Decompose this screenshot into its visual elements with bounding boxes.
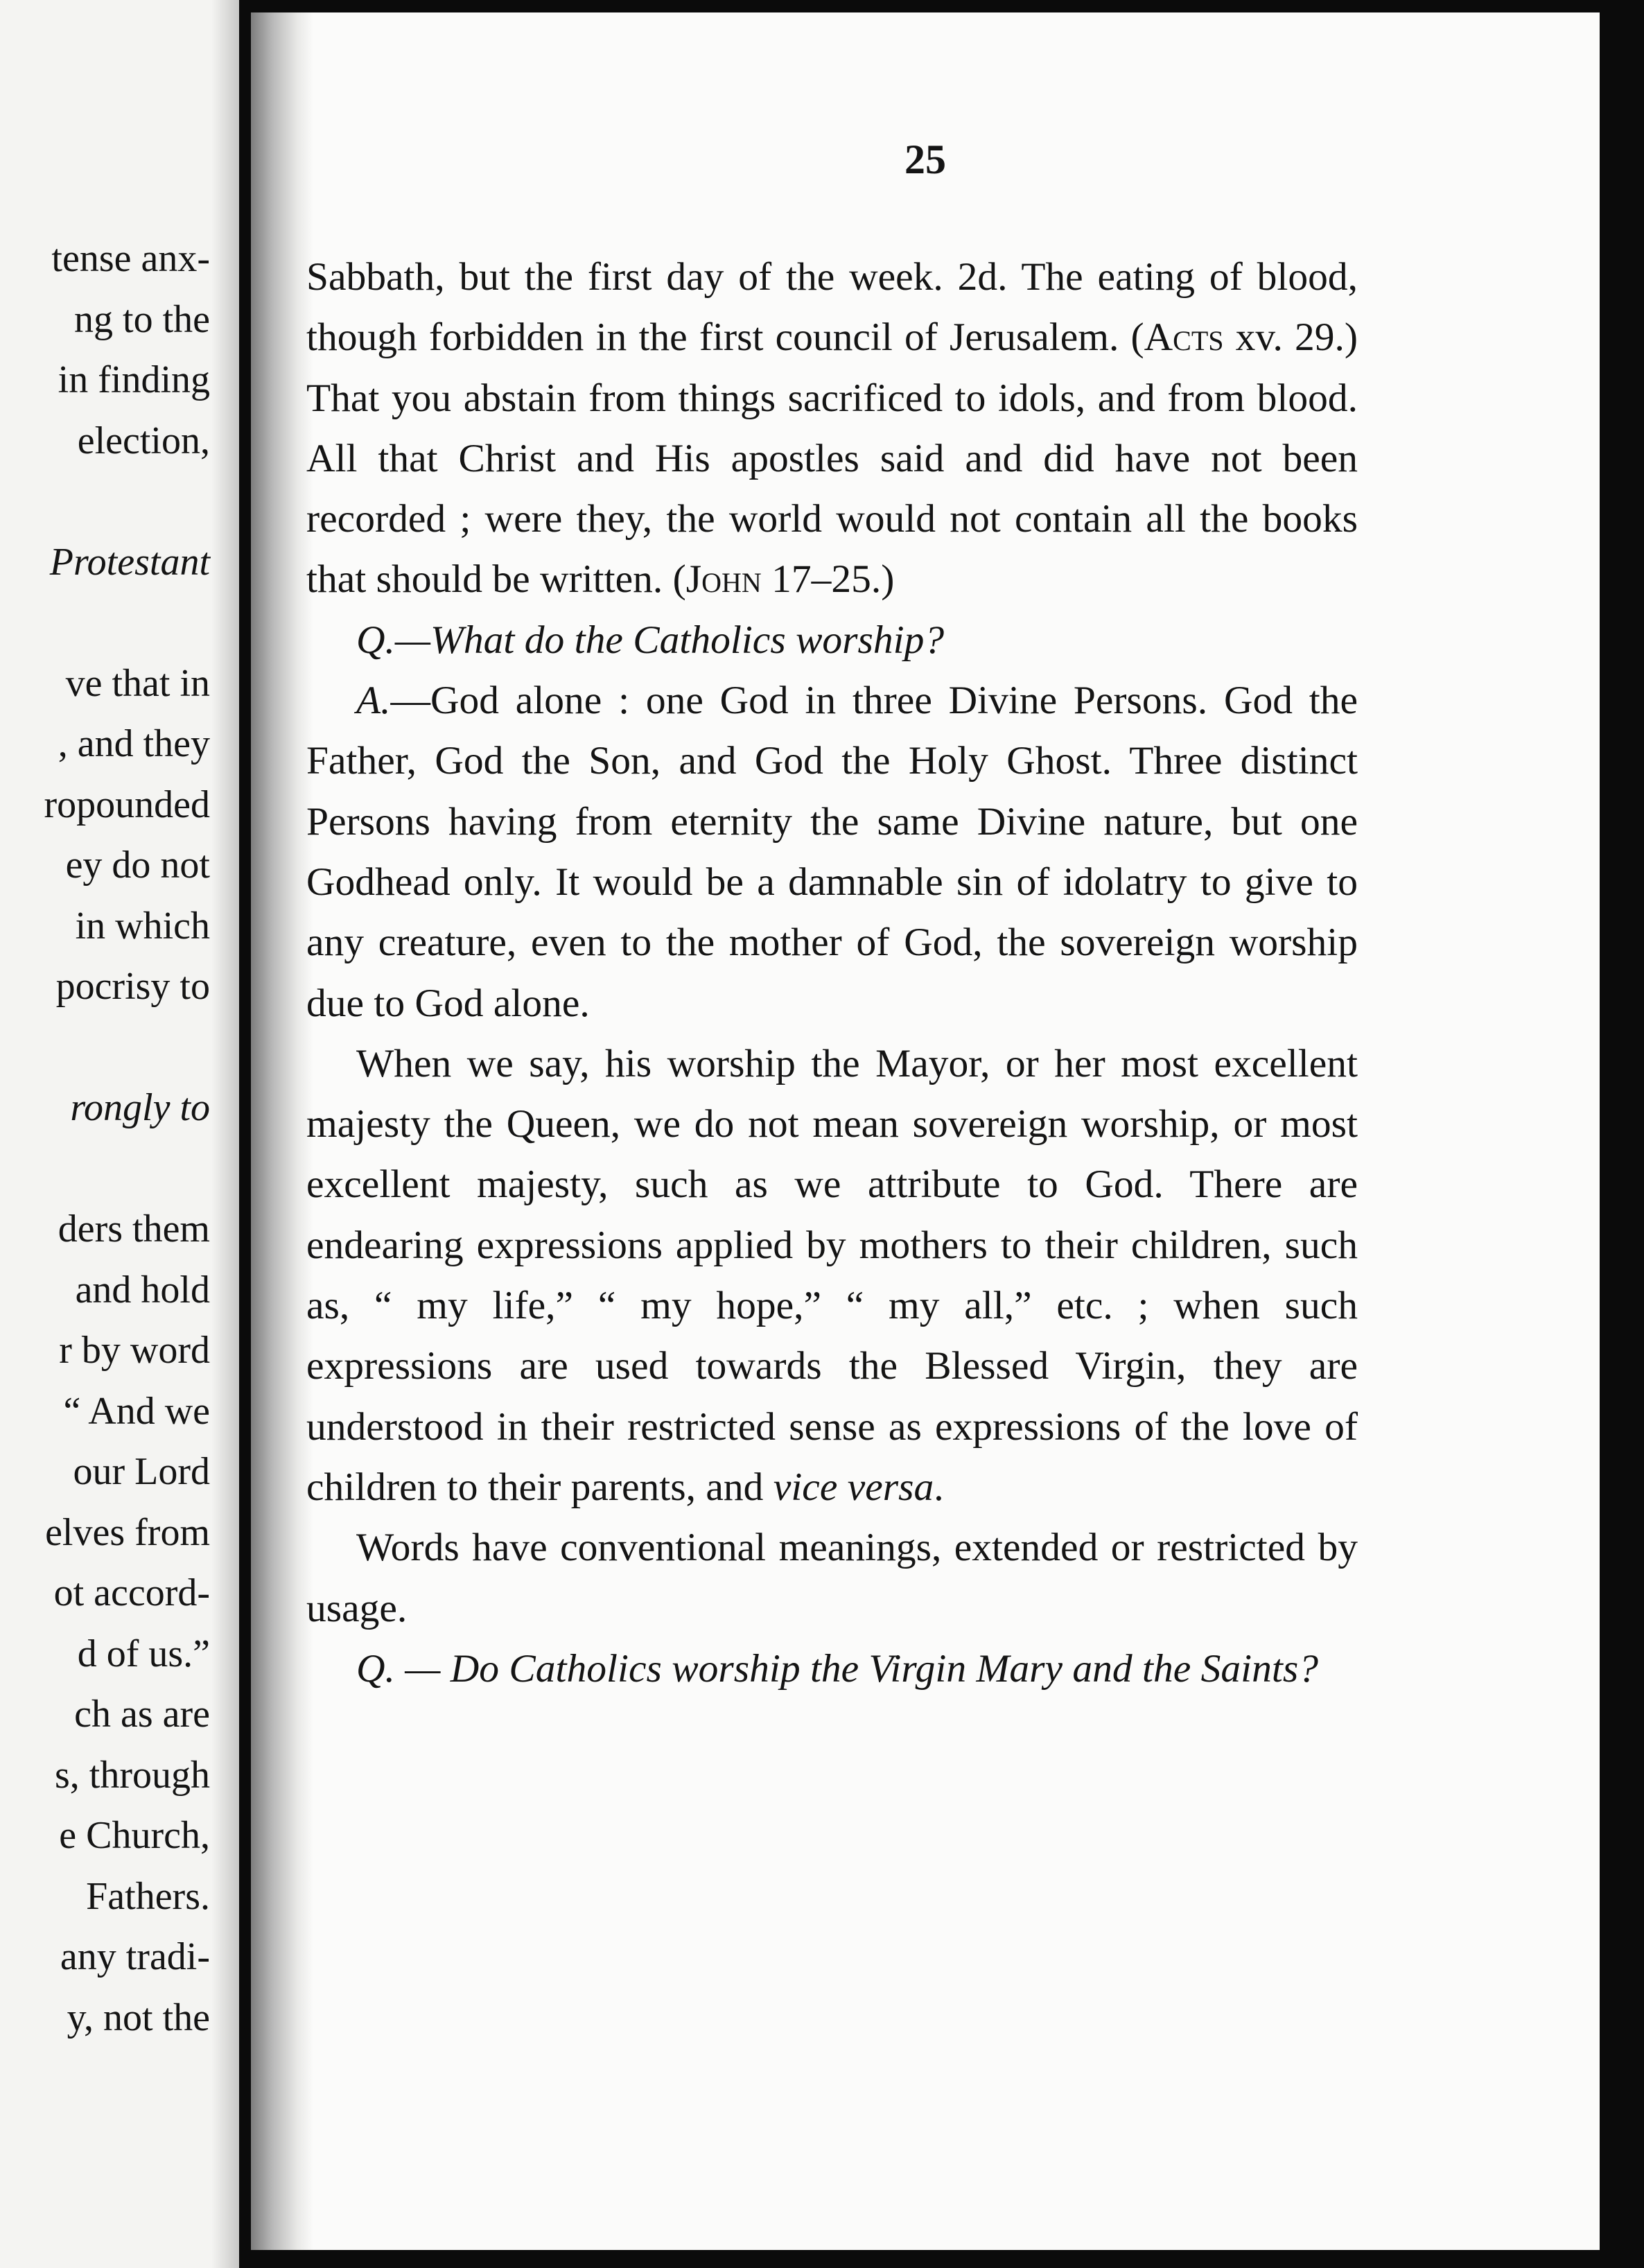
left-page-line: r by word <box>59 1329 210 1372</box>
left-page-line: s, through <box>55 1753 210 1797</box>
question-virgin-mary <box>306 1639 1358 1699</box>
left-page-line: our Lord <box>73 1450 210 1493</box>
left-page-line: tense anx- <box>51 237 210 280</box>
left-page-line: Fathers. <box>86 1874 210 1918</box>
left-page-line: rongly to <box>70 1086 210 1129</box>
left-page-line: y, not the <box>67 1996 210 2039</box>
left-page-shadow <box>211 0 239 2268</box>
left-page-line: ders them <box>58 1207 210 1250</box>
left-page-line: ve that in <box>65 661 210 705</box>
vice-versa: vice versa <box>773 1465 934 1509</box>
answer-text: —God alone : one God in three Divine Persons. God the Father, God the Son, and God the Holy Ghost. Three distinct Persons having from eternity the same Divine nature, but one Godhead only. It would be a damnable sin of idolatry to give to any creature, even to the mother of God, the sovereign worship due to God alone. <box>306 679 1358 1025</box>
left-page-line <box>0 1139 210 1200</box>
left-page-line: and hold <box>75 1268 210 1311</box>
ref-acts: Acts <box>1144 315 1224 360</box>
left-page-line: e Church, <box>59 1814 210 1857</box>
left-page-line: pocrisy to <box>55 965 210 1008</box>
left-page-line: Protestant <box>49 540 210 584</box>
question-worship <box>306 610 1358 670</box>
left-page-line: , and they <box>58 722 210 765</box>
left-page-line <box>0 471 210 532</box>
right-page <box>251 12 1600 2250</box>
page-number: 25 <box>904 137 946 182</box>
paragraph-mayor: When we say, his worship the Mayor, or her most excellent majesty the Queen, we do not mean sovereign worship, or most excellent majesty, such as we attribute to God. There are endearing expressions applied by mothers to their children, such as, “ my life,” “ my hope,” “ my all,” etc. ; when such expressions are used towards the Blessed Virgin, they are understood in their restricted sense as expressions of the love of children to their parents, and vice versa. <box>306 1041 1358 1509</box>
answer-god-alone <box>306 670 1358 1033</box>
question-label: Q.— <box>356 618 431 662</box>
right-scan-edge <box>1600 0 1644 2268</box>
left-page-line: ng to the <box>74 297 210 341</box>
left-page-line: election, <box>77 419 210 462</box>
left-page <box>0 0 239 2268</box>
gutter-shadow <box>251 12 313 2250</box>
left-page-line: d of us.” <box>77 1632 210 1675</box>
left-page-line: elves from <box>45 1510 210 1554</box>
left-page-line <box>0 1018 210 1079</box>
question-text: Do Catholics worship the Virgin Mary and the Saints? <box>450 1646 1318 1691</box>
question-text: What do the Catholics worship? <box>430 618 945 662</box>
left-page-line: ey do not <box>65 844 210 887</box>
left-page-line: “ And we <box>63 1389 210 1433</box>
left-page-text <box>0 229 210 2048</box>
left-page-line: ch as are <box>74 1693 210 1736</box>
left-page-line <box>0 593 210 654</box>
ref-john: John <box>685 557 762 602</box>
left-page-line: in finding <box>58 358 210 401</box>
left-page-line: ot accord- <box>53 1571 210 1614</box>
left-page-line: ropounded <box>44 783 210 826</box>
left-page-line: in which <box>75 904 210 948</box>
question-label: Q. — <box>356 1646 451 1691</box>
paragraph-sabbath: Sabbath, but the first day of the week. 2d. The eating of blood, though forbidden in the first council of Jerusalem. (Acts xv. 29.) That you abstain from things sacrificed to idols, and from blood. All that Christ and His apostles said and did have not been recorded ; were they, the world would not contain all the books that should be written. (John 17–25.) <box>306 255 1358 602</box>
binding-gap <box>239 0 251 2268</box>
body-text <box>306 247 1358 1699</box>
answer-label: A. <box>356 679 391 723</box>
left-page-line: any tradi- <box>60 1935 210 1978</box>
paragraph-words: Words have conventional meanings, extended or restricted by usage. <box>306 1526 1358 1630</box>
